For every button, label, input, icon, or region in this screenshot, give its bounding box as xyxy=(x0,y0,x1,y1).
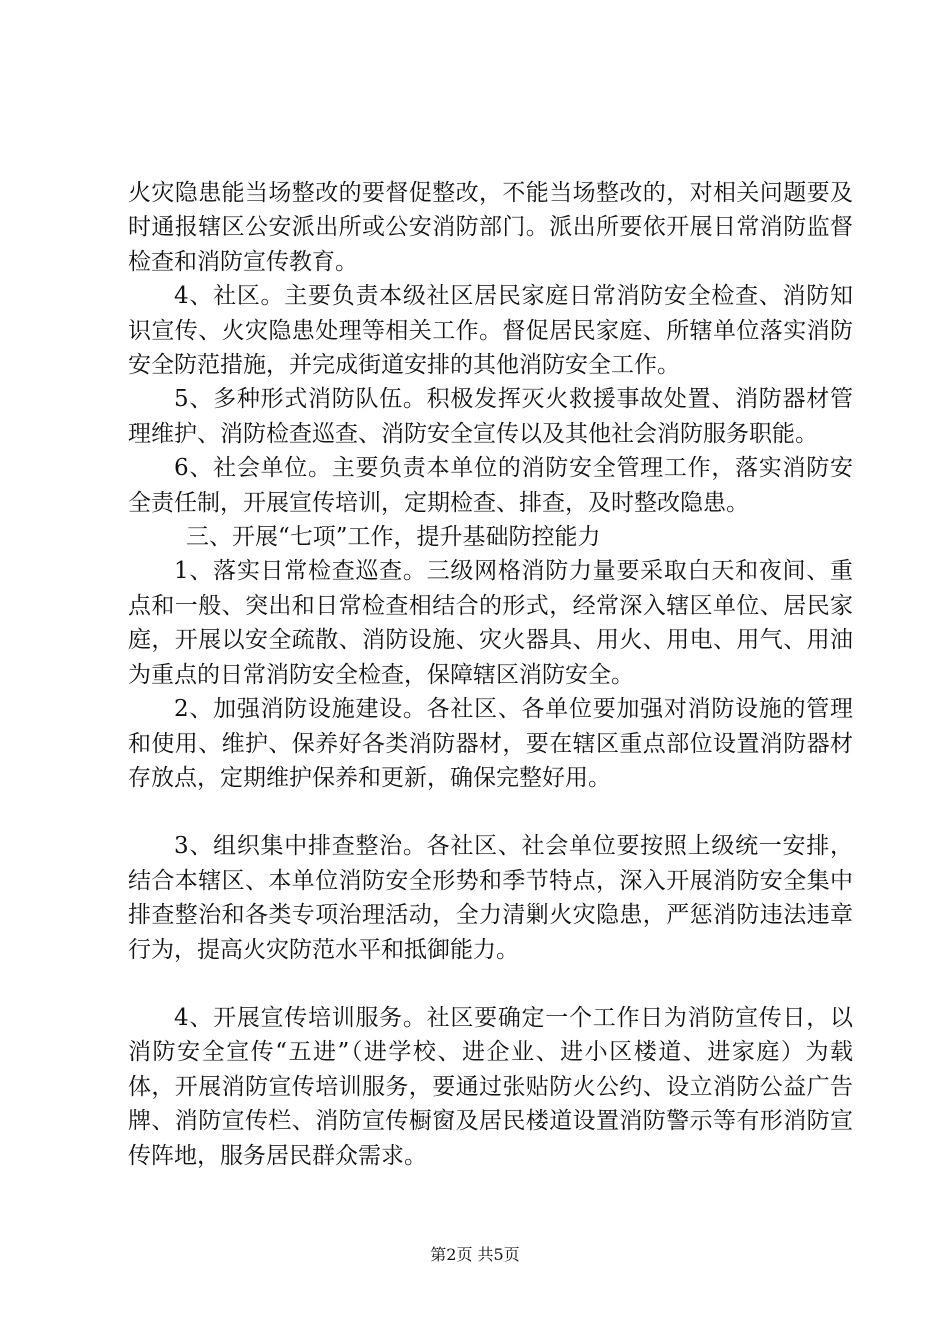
paragraph-social-units: 6、社会单位。主要负责本单位的消防安全管理工作，落实消防安全责任制，开展宣传培训，定期检查、排查，及时整改隐患。 xyxy=(128,455,853,516)
paragraph-daily-inspection: 1、落实日常检查巡查。三级网格消防力量要采取白天和夜间、重点和一般、突出和日常检查相结合的形式，经常深入辖区单位、居民家庭，开展以安全疏散、消防设施、灾火器具、用火、用电、用气、用油为重点的日常消防安全检查，保障辖区消防安全。 xyxy=(128,558,853,688)
paragraph-community: 4、社区。主要负责本级社区居民家庭日常消防安全检查、消防知识宣传、火灾隐患处理等相关工作。督促居民家庭、所辖单位落实消防安全防范措施，并完成街道安排的其他消防安全工作。 xyxy=(128,283,853,379)
paragraph-facility-construction: 2、加强消防设施建设。各社区、各单位要加强对消防设施的管理和使用、维护、保养好各类消防器材，要在辖区重点部位设置消防器材存放点，定期维护保养和更新，确保完整好用。 xyxy=(128,696,853,791)
paragraph-centralized-rectification: 3、组织集中排查整治。各社区、社会单位要按照上级统一安排，结合本辖区、本单位消防安全形势和季节特点，深入开展消防安全集中排查整治和各类专项治理活动，全力清剿火灾隐患，严惩消防违法违章行为，提高火灾防范水平和抵御能力。 xyxy=(128,833,853,963)
paragraph-continuation: 火灾隐患能当场整改的要督促整改，不能当场整改的，对相关问题要及时通报辖区公安派出所或公安消防部门。派出所要依开展日常消防监督检查和消防宣传教育。 xyxy=(128,180,853,275)
paragraph-fire-teams: 5、多种形式消防队伍。积极发挥灭火救援事故处置、消防器材管理维护、消防检查巡查、消防安全宣传以及其他社会消防服务职能。 xyxy=(128,386,853,447)
section-heading: 三、开展“七项”工作，提升基础防控能力 xyxy=(186,524,601,551)
page-footer: 第2页 共5页 xyxy=(430,1245,520,1264)
paragraph-publicity-training: 4、开展宣传培训服务。社区要确定一个工作日为消防宣传日，以消防安全宣传“五进”（进学校、进企业、进小区楼道、进家庭）为载体，开展消防宣传培训服务，要通过张贴防火公约、设立消防公益广告牌、消防宣传栏、消防宣传橱窗及居民楼道设置消防警示等有形消防宣传阵地，服务居民群众需求。 xyxy=(128,1004,853,1169)
document-body xyxy=(128,176,853,1173)
